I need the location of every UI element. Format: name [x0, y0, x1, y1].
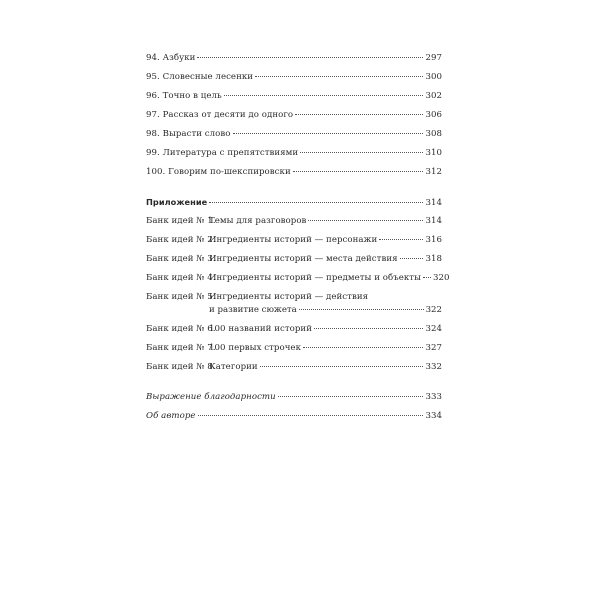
bank-label: Банк идей № 8. — [146, 362, 216, 372]
toc-endmatter-title: Об авторе — [146, 411, 196, 421]
bank-page: 314 — [425, 216, 442, 226]
toc-entry-page: 312 — [425, 167, 442, 177]
toc-bank-7 — [146, 342, 442, 354]
bank-label: Банк идей № 6. — [146, 324, 216, 334]
dot-leader — [303, 347, 423, 348]
toc-entry-97 — [146, 109, 442, 121]
dot-leader — [299, 309, 424, 310]
toc-endmatter-page: 334 — [425, 411, 442, 421]
toc-bank-8 — [146, 361, 442, 373]
toc-entry-page: 306 — [425, 110, 442, 120]
dot-leader — [224, 95, 424, 96]
bank-title: Ингредиенты историй — предметы и объекты — [209, 273, 421, 283]
toc-entry-95 — [146, 71, 442, 83]
toc-endmatter-page: 333 — [425, 392, 442, 402]
bank-page: 316 — [425, 235, 442, 245]
bank-label: Банк идей № 2. — [146, 235, 216, 245]
bank-label: Банк идей № 4. — [146, 273, 216, 283]
toc-bank-4 — [146, 272, 450, 284]
toc-acknowledgements — [146, 391, 442, 403]
bank-title: 100 названий историй — [209, 324, 312, 334]
toc-bank-5-continued — [209, 304, 442, 316]
toc-entry-page: 308 — [425, 129, 442, 139]
dot-leader — [260, 366, 424, 367]
toc-appendix — [146, 196, 442, 209]
bank-title: Категории — [209, 362, 258, 372]
toc-entry-page: 297 — [425, 53, 442, 63]
toc-entry-title: 95. Словесные лесенки — [146, 72, 254, 82]
dot-leader — [314, 328, 423, 329]
toc-entry-96 — [146, 90, 442, 102]
dot-leader — [278, 396, 424, 397]
dot-leader — [209, 202, 423, 203]
toc-entry-title: 94. Азбуки — [146, 53, 196, 63]
toc-entry-title: 98. Вырасти слово — [146, 129, 231, 139]
toc-bank-2 — [146, 234, 442, 246]
toc-appendix-title: Приложение — [146, 197, 208, 207]
toc-entry-title: 96. Точно в цель — [146, 91, 222, 101]
toc-entry-94 — [146, 52, 442, 64]
toc-entry-title: 100. Говорим по-шекспировски — [146, 167, 291, 177]
bank-title-continued: и развитие сюжета — [209, 305, 297, 315]
toc-bank-1 — [146, 215, 442, 227]
toc-entry-page: 310 — [425, 148, 442, 158]
toc-bank-3 — [146, 253, 442, 265]
toc-entry-100 — [146, 166, 442, 178]
bank-label: Банк идей № 7. — [146, 343, 216, 353]
bank-page: 322 — [425, 305, 442, 315]
dot-leader — [255, 76, 423, 77]
toc-entry-title: 99. Литература с препятствиями — [146, 148, 299, 158]
toc-entry-98 — [146, 128, 442, 140]
toc-endmatter-title: Выражение благодарности — [146, 392, 276, 402]
bank-title: Темы для разговоров — [209, 216, 307, 226]
toc-bank-5 — [146, 291, 442, 303]
bank-label: Банк идей № 3. — [146, 254, 216, 264]
bank-title: Ингредиенты историй — действия — [209, 292, 369, 302]
bank-page: 320 — [432, 273, 450, 283]
dot-leader — [300, 152, 423, 153]
dot-leader — [295, 114, 423, 115]
dot-leader — [197, 57, 423, 58]
toc-entry-page: 300 — [425, 72, 442, 82]
dot-leader — [400, 258, 424, 259]
dot-leader — [423, 277, 431, 278]
bank-page: 332 — [425, 362, 442, 372]
dot-leader — [308, 220, 423, 221]
toc-entry-99 — [146, 147, 442, 159]
dot-leader — [198, 415, 424, 416]
bank-label: Банк идей № 5. — [146, 292, 216, 302]
bank-page: 327 — [425, 343, 442, 353]
bank-page: 318 — [425, 254, 442, 264]
toc-entry-page: 302 — [425, 91, 442, 101]
bank-title: Ингредиенты историй — места действия — [209, 254, 398, 264]
dot-leader — [293, 171, 424, 172]
bank-title: 100 первых строчек — [209, 343, 301, 353]
toc-entry-title: 97. Рассказ от десяти до одного — [146, 110, 294, 120]
bank-label: Банк идей № 1. — [146, 216, 216, 226]
toc-about-author — [146, 410, 442, 422]
dot-leader — [379, 239, 423, 240]
dot-leader — [233, 133, 424, 134]
toc-appendix-page: 314 — [425, 198, 442, 208]
toc-bank-6 — [146, 323, 442, 335]
bank-title: Ингредиенты историй — персонажи — [209, 235, 378, 245]
bank-page: 324 — [425, 324, 442, 334]
